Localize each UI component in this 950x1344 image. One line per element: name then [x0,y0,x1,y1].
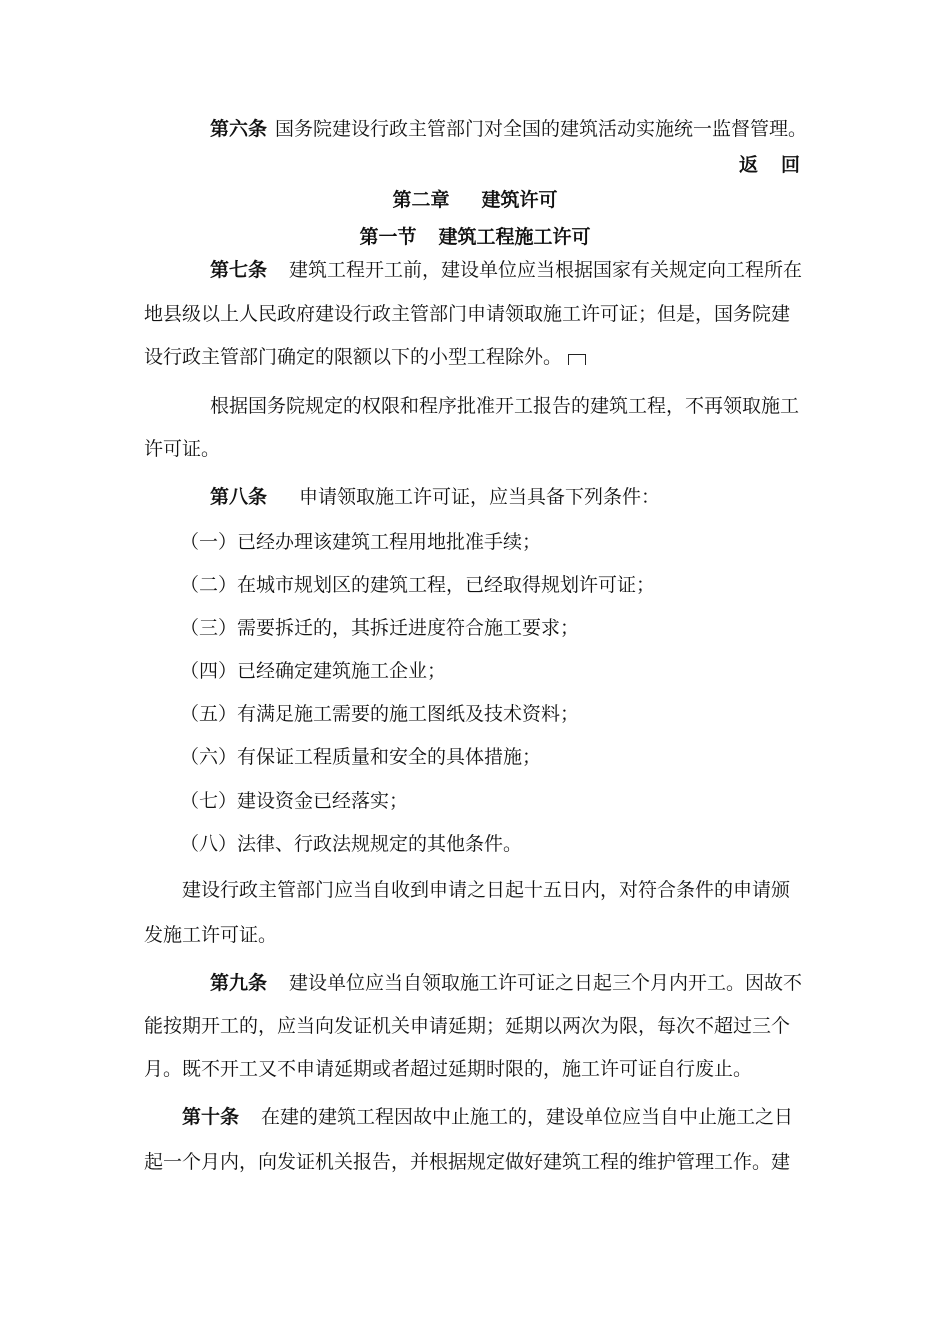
list-item: （二）在城市规划区的建筑工程，已经取得规划许可证； [180,574,656,596]
section-title: 建筑工程施工许可 [438,226,591,248]
article-8-para-2-line-1: 建设行政主管部门应当自收到申请之日起十五日内，对符合条件的申请颁 [182,879,791,901]
article-7-para-2-line-1: 根据国务院规定的权限和程序批准开工报告的建筑工程，不再领取施工 [210,395,800,417]
article-10-line-1 [182,1104,793,1130]
list-item: （七）建设资金已经落实； [180,790,409,812]
chapter-title: 建筑许可 [481,189,558,211]
section-number: 第一节 [359,226,417,248]
article-7-text: 建筑工程开工前，建设单位应当根据国家有关规定向工程所在 [289,259,803,281]
article-9-line-1 [210,970,802,996]
article-10-label: 第十条 [182,1106,240,1128]
article-6 [210,116,807,142]
article-9-label: 第九条 [210,972,268,994]
article-8-para-2-line-2: 发施工许可证。 [144,924,278,946]
chapter-heading [0,187,950,213]
list-item: （四）已经确定建筑施工企业； [180,660,447,682]
article-10-line-2: 起一个月内，向发证机关报告，并根据规定做好建筑工程的维护管理工作。建 [144,1151,791,1173]
chapter-number: 第二章 [392,189,450,211]
list-item: （三）需要拆迁的，其拆迁进度符合施工要求； [180,617,580,639]
list-item: （五）有满足施工需要的施工图纸及技术资料； [180,703,580,725]
article-10-text: 在建的建筑工程因故中止施工的，建设单位应当自中止施工之日 [261,1106,794,1128]
list-item: （六）有保证工程质量和安全的具体措施； [180,746,542,768]
article-8-intro [210,484,660,510]
article-9-text: 建设单位应当自领取施工许可证之日起三个月内开工。因故不 [289,972,803,994]
article-7-line-2: 地县级以上人民政府建设行政主管部门申请领取施工许可证；但是，国务院建 [144,303,791,325]
return-link[interactable]: 返 回 [739,154,803,176]
article-7-para-2-line-2: 许可证。 [144,438,221,460]
article-7-text-end: 设行政主管部门确定的限额以下的小型工程除外。 [144,346,563,368]
field-marker-icon [568,354,586,365]
section-heading [0,224,950,250]
article-6-text: 国务院建设行政主管部门对全国的建筑活动实施统一监督管理。 [275,118,808,140]
list-item: （一）已经办理该建筑工程用地批准手续； [180,531,542,553]
article-8-text: 申请领取施工许可证，应当具备下列条件： [299,486,661,508]
list-item: （八）法律、行政法规规定的其他条件。 [180,833,523,855]
article-9-line-3: 月。既不开工又不申请延期或者超过延期时限的，施工许可证自行废止。 [144,1058,753,1080]
article-8-label: 第八条 [210,486,268,508]
article-9-line-2: 能按期开工的，应当向发证机关申请延期；延期以两次为限，每次不超过三个 [144,1015,791,1037]
article-6-label: 第六条 [210,118,268,140]
article-7-line-3 [144,344,586,370]
article-7-label: 第七条 [210,259,268,281]
article-7-line-1 [210,257,802,283]
